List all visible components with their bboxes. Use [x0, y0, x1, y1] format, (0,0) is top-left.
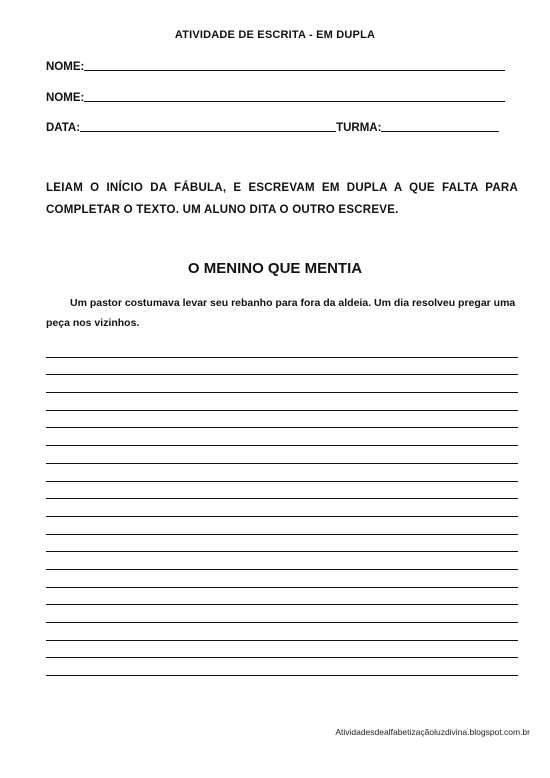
writing-line[interactable] — [46, 588, 518, 606]
writing-line[interactable] — [46, 482, 518, 500]
name-blank-2[interactable] — [84, 89, 505, 102]
class-label: TURMA: — [336, 122, 382, 134]
name-field-2[interactable] — [46, 88, 505, 104]
story-title: O MENINO QUE MENTIA — [187, 260, 363, 277]
writing-line[interactable] — [46, 623, 518, 641]
worksheet-title: ATIVIDADE DE ESCRITA - EM DUPLA — [174, 29, 376, 41]
writing-line[interactable] — [46, 358, 518, 376]
name-blank-1[interactable] — [84, 58, 505, 71]
writing-line[interactable] — [46, 411, 518, 429]
name-label-1: NOME: — [46, 61, 85, 73]
writing-line[interactable] — [46, 446, 518, 464]
date-blank[interactable] — [80, 119, 336, 132]
writing-line[interactable] — [46, 340, 518, 358]
writing-line[interactable] — [46, 552, 518, 570]
writing-line[interactable] — [46, 517, 518, 535]
date-class-row — [46, 118, 499, 134]
writing-area[interactable] — [46, 340, 518, 676]
story-opening-text — [46, 293, 518, 333]
name-field-1[interactable] — [46, 57, 505, 73]
writing-line[interactable] — [46, 375, 518, 393]
writing-line[interactable] — [46, 570, 518, 588]
writing-line[interactable] — [46, 428, 518, 446]
writing-line[interactable] — [46, 535, 518, 553]
class-blank[interactable] — [381, 119, 499, 132]
writing-line[interactable] — [46, 464, 518, 482]
writing-line[interactable] — [46, 393, 518, 411]
name-label-2: NOME: — [46, 92, 85, 104]
writing-line[interactable] — [46, 605, 518, 623]
writing-line[interactable] — [46, 499, 518, 517]
date-label: DATA: — [46, 122, 81, 134]
writing-line[interactable] — [46, 658, 518, 676]
footer-source-url: Atividadesdealfabetizaçãoluzdivina.blogspot.com.br — [335, 727, 530, 737]
writing-line[interactable] — [46, 641, 518, 659]
story-opening-content: Um pastor costumava levar seu rebanho para fora da aldeia. Um dia resolveu pregar uma peça nos vizinhos. — [46, 297, 516, 329]
instructions-text: LEIAM O INÍCIO DA FÁBULA, E ESCREVAM EM DUPLA A QUE FALTA PARA COMPLETAR O TEXTO. UM ALUNO DITA O OUTRO ESCREVE. — [46, 182, 518, 216]
